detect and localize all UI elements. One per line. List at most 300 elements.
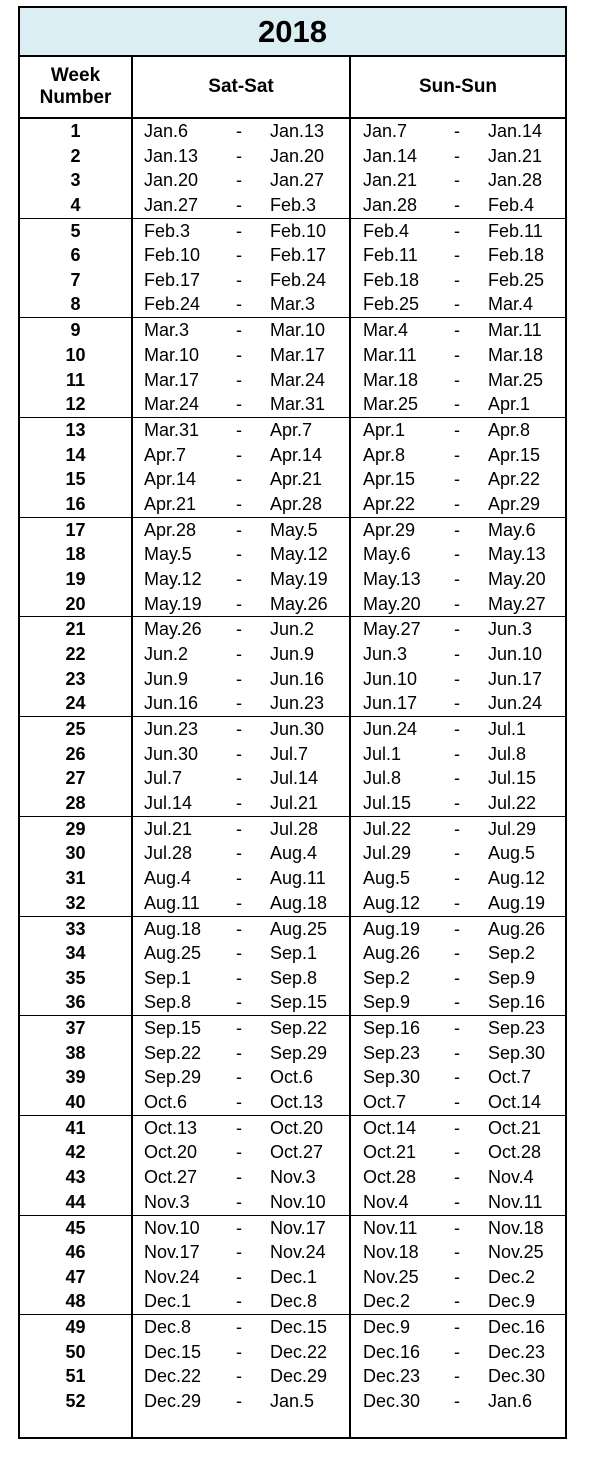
sun-start-cell: Nov.18	[363, 1242, 419, 1263]
table-row	[20, 717, 565, 742]
table-row	[20, 292, 565, 317]
month-group	[20, 817, 565, 917]
sat-range-dash: -	[236, 1341, 242, 1362]
week-number-cell: 27	[65, 768, 86, 789]
sun-start-cell: May.6	[363, 544, 411, 565]
sat-end-cell: Jan.5	[270, 1391, 315, 1412]
sat-range-dash: -	[236, 294, 242, 315]
week-number-header	[20, 57, 131, 117]
sun-start-cell: Mar.18	[363, 369, 419, 390]
sun-start-cell: Feb.11	[363, 245, 418, 266]
table-row	[20, 443, 565, 468]
sat-end-cell: Aug.18	[270, 892, 328, 913]
sat-end-cell: Sep.29	[270, 1042, 328, 1063]
sun-end-cell: Sep.30	[488, 1042, 546, 1063]
sat-range-dash: -	[236, 1067, 242, 1088]
sat-end-cell: Sep.15	[270, 992, 328, 1013]
sun-range-dash: -	[454, 344, 460, 365]
week-number-cell: 40	[65, 1091, 86, 1112]
sat-end-cell: Jun.9	[270, 644, 315, 665]
sat-end-cell: Apr.7	[270, 420, 313, 441]
sun-start-cell: Aug.19	[363, 918, 421, 939]
sat-end-cell: May.5	[270, 519, 318, 540]
sun-start-cell: Nov.11	[363, 1217, 418, 1238]
week-number-cell: 24	[65, 693, 86, 714]
sat-end-cell: Sep.8	[270, 967, 318, 988]
sun-end-cell: May.6	[488, 519, 536, 540]
sun-range-dash: -	[454, 1042, 460, 1063]
sun-start-cell: Apr.1	[363, 420, 406, 441]
sun-range-dash: -	[454, 320, 460, 341]
sun-range-dash: -	[454, 1018, 460, 1039]
month-group	[20, 518, 565, 618]
sat-start-cell: Aug.11	[144, 892, 200, 913]
sun-range-dash: -	[454, 394, 460, 415]
sat-range-dash: -	[236, 1317, 242, 1338]
sun-start-cell: Dec.30	[363, 1391, 421, 1412]
sun-end-cell: Jun.24	[488, 693, 543, 714]
week-number-cell: 1	[70, 121, 81, 141]
sat-range-dash: -	[236, 1391, 242, 1412]
header-row	[20, 57, 565, 119]
sat-end-cell: Jan.27	[270, 170, 325, 191]
sat-range-dash: -	[236, 145, 242, 166]
sun-end-cell: Feb.4	[488, 194, 535, 215]
sat-start-cell: May.19	[144, 593, 202, 614]
week-number-cell: 44	[65, 1191, 86, 1212]
sun-end-cell: Oct.28	[488, 1142, 542, 1163]
sat-end-cell: Dec.29	[270, 1366, 328, 1387]
sun-start-cell: Nov.4	[363, 1191, 409, 1212]
sat-start-cell: Nov.17	[144, 1242, 200, 1263]
sat-start-cell: Jan.13	[144, 145, 199, 166]
sun-start-cell: Jan.14	[363, 145, 418, 166]
sun-start-cell: Sep.30	[363, 1067, 421, 1088]
sat-range-dash: -	[236, 967, 242, 988]
sat-range-dash: -	[236, 121, 242, 141]
week-number-cell: 32	[65, 892, 86, 913]
sat-start-cell: Dec.15	[144, 1341, 202, 1362]
sun-end-cell: Jul.22	[488, 792, 537, 813]
sat-end-cell: Nov.24	[270, 1242, 326, 1263]
week-number-cell: 51	[65, 1366, 86, 1387]
sat-start-cell: Jun.23	[144, 719, 199, 740]
sat-start-cell: Feb.10	[144, 245, 201, 266]
sat-start-cell: Aug.4	[144, 868, 192, 888]
sat-range-dash: -	[236, 394, 242, 415]
sun-range-dash: -	[454, 170, 460, 191]
sat-range-dash: -	[236, 1018, 242, 1039]
week-number-cell: 10	[65, 344, 86, 365]
sat-range-dash: -	[236, 1291, 242, 1312]
table-row	[20, 1240, 565, 1265]
sat-end-cell: Mar.31	[270, 394, 326, 415]
table-body	[20, 119, 565, 1439]
sun-start-cell: Jul.29	[363, 843, 412, 864]
sun-start-cell: Oct.21	[363, 1142, 417, 1163]
week-number-cell: 16	[65, 493, 86, 514]
sat-end-cell: Nov.10	[270, 1191, 326, 1212]
sat-end-cell: Aug.25	[270, 918, 328, 939]
sat-range-dash: -	[236, 220, 242, 241]
sun-start-cell: Jan.21	[363, 170, 418, 191]
sun-start-cell: Apr.8	[363, 444, 406, 465]
sun-end-cell: Aug.26	[488, 918, 546, 939]
sun-start-cell: Aug.5	[363, 868, 411, 888]
sun-start-cell: Sep.9	[363, 992, 411, 1013]
table-row	[20, 119, 565, 144]
sat-start-cell: Jul.28	[144, 843, 193, 864]
sun-range-dash: -	[454, 294, 460, 315]
sun-range-dash: -	[454, 693, 460, 714]
sat-end-cell: Jul.7	[270, 743, 309, 764]
sat-end-cell: Jul.14	[270, 768, 319, 789]
sun-range-dash: -	[454, 444, 460, 465]
sat-end-cell: Aug.11	[270, 868, 326, 888]
sat-range-dash: -	[236, 1167, 242, 1188]
sun-range-dash: -	[454, 1067, 460, 1088]
sat-range-dash: -	[236, 194, 242, 215]
table-row	[20, 1140, 565, 1165]
sun-range-dash: -	[454, 1117, 460, 1138]
sun-start-cell: Jun.3	[363, 644, 408, 665]
week-number-cell: 3	[70, 170, 81, 191]
sun-range-dash: -	[454, 1191, 460, 1212]
table-row	[20, 318, 565, 343]
week-number-cell: 2	[70, 145, 81, 166]
sun-start-cell: Apr.22	[363, 493, 416, 514]
sun-end-cell: Oct.21	[488, 1117, 542, 1138]
sat-start-cell: Aug.25	[144, 943, 202, 964]
sat-range-dash: -	[236, 892, 242, 913]
sun-start-cell: May.20	[363, 593, 421, 614]
table-row	[20, 617, 565, 642]
sun-range-dash: -	[454, 1167, 460, 1188]
sat-range-dash: -	[236, 544, 242, 565]
sun-range-dash: -	[454, 668, 460, 689]
sat-range-dash: -	[236, 1142, 242, 1163]
sat-start-cell: Oct.13	[144, 1117, 198, 1138]
table-row	[20, 592, 565, 617]
sun-start-cell: Jul.8	[363, 768, 402, 789]
week-number-cell: 9	[70, 320, 81, 341]
week-number-cell: 11	[65, 369, 86, 390]
sun-start-cell: Dec.16	[363, 1341, 421, 1362]
sun-end-cell: Jan.6	[488, 1391, 533, 1412]
week-number-cell: 14	[65, 444, 86, 465]
sun-range-dash: -	[454, 992, 460, 1013]
sat-end-cell: Apr.21	[270, 469, 323, 490]
sat-end-cell: Oct.13	[270, 1091, 324, 1112]
sun-range-dash: -	[454, 1266, 460, 1287]
sun-end-cell: Sep.16	[488, 992, 546, 1013]
sun-range-dash: -	[454, 1291, 460, 1312]
sun-end-cell: Jan.21	[488, 145, 543, 166]
table-row	[20, 392, 565, 417]
sat-range-dash: -	[236, 943, 242, 964]
sun-end-cell: Sep.9	[488, 967, 536, 988]
table-row	[20, 418, 565, 443]
sun-end-cell: Apr.8	[488, 420, 531, 441]
table-row	[20, 791, 565, 816]
week-number-cell: 42	[65, 1142, 86, 1163]
week-number-cell: 6	[70, 245, 81, 266]
sun-end-cell: Apr.29	[488, 493, 541, 514]
week-number-cell: 36	[65, 992, 86, 1013]
sun-end-cell: Oct.14	[488, 1091, 542, 1112]
table-row	[20, 219, 565, 244]
sat-end-cell: Feb.24	[270, 269, 327, 290]
sun-start-cell: Dec.23	[363, 1366, 421, 1387]
sun-range-dash: -	[454, 1217, 460, 1238]
sat-end-cell: Aug.4	[270, 843, 318, 864]
table-row	[20, 1116, 565, 1141]
table-row	[20, 144, 565, 169]
table-title: 2018	[20, 8, 565, 57]
week-number-cell: 23	[65, 668, 86, 689]
sun-range-dash: -	[454, 1242, 460, 1263]
sun-end-cell: Aug.19	[488, 892, 546, 913]
sat-end-cell: May.12	[270, 544, 328, 565]
sun-range-dash: -	[454, 568, 460, 589]
sun-start-cell: Oct.28	[363, 1167, 417, 1188]
table-row	[20, 1065, 565, 1090]
sun-start-cell: Jun.24	[363, 719, 418, 740]
table-row	[20, 567, 565, 592]
sat-start-cell: Jun.30	[144, 743, 199, 764]
sun-end-cell: Apr.15	[488, 444, 541, 465]
week-number-cell: 48	[65, 1291, 86, 1312]
sun-range-dash: -	[454, 843, 460, 864]
sun-end-cell: Apr.22	[488, 469, 541, 490]
sat-end-cell: Jan.13	[270, 121, 325, 141]
table-row	[20, 642, 565, 667]
sun-start-cell: Feb.18	[363, 269, 420, 290]
sun-start-cell: Jul.1	[363, 743, 402, 764]
table-row	[20, 193, 565, 218]
month-group	[20, 917, 565, 1017]
table-row	[20, 941, 565, 966]
week-number-cell: 30	[65, 843, 86, 864]
sun-end-cell: Jul.1	[488, 719, 527, 740]
sun-start-cell: Dec.2	[363, 1291, 411, 1312]
sat-start-cell: Jul.21	[144, 818, 193, 839]
sat-start-cell: Mar.31	[144, 420, 200, 441]
sat-start-cell: Nov.10	[144, 1217, 200, 1238]
table-row	[20, 1165, 565, 1190]
table-row	[20, 966, 565, 991]
sat-start-cell: May.26	[144, 619, 202, 640]
sun-range-dash: -	[454, 1366, 460, 1387]
sat-start-cell: Sep.29	[144, 1067, 202, 1088]
week-number-cell: 38	[65, 1042, 86, 1063]
sun-range-dash: -	[454, 892, 460, 913]
sun-end-cell: May.13	[488, 544, 546, 565]
week-number-cell: 50	[65, 1341, 86, 1362]
sat-range-dash: -	[236, 619, 242, 640]
table-row	[20, 542, 565, 567]
table-row	[20, 766, 565, 791]
sun-range-dash: -	[454, 967, 460, 988]
month-group	[20, 617, 565, 717]
sat-range-dash: -	[236, 1042, 242, 1063]
sat-range-dash: -	[236, 170, 242, 191]
table-row	[20, 492, 565, 517]
table-row	[20, 1041, 565, 1066]
sat-range-dash: -	[236, 320, 242, 341]
table-row	[20, 817, 565, 842]
sun-end-cell: Dec.23	[488, 1341, 546, 1362]
sun-range-dash: -	[454, 245, 460, 266]
week-number-cell: 26	[65, 743, 86, 764]
sat-range-dash: -	[236, 469, 242, 490]
sat-start-cell: Nov.3	[144, 1191, 190, 1212]
sat-start-cell: Apr.7	[144, 444, 187, 465]
sat-end-cell: Mar.10	[270, 320, 326, 341]
sun-start-cell: Jun.17	[363, 693, 418, 714]
sat-end-cell: Jun.30	[270, 719, 325, 740]
sat-start-cell: Sep.22	[144, 1042, 202, 1063]
sat-end-cell: Dec.8	[270, 1291, 318, 1312]
sat-range-dash: -	[236, 519, 242, 540]
sat-end-cell: Feb.10	[270, 220, 327, 241]
sat-end-cell: Dec.22	[270, 1341, 328, 1362]
week-number-cell: 33	[65, 918, 86, 939]
sun-start-cell: Apr.29	[363, 519, 416, 540]
table-row	[20, 667, 565, 692]
sat-start-cell: Apr.28	[144, 519, 197, 540]
sat-start-cell: Dec.22	[144, 1366, 202, 1387]
sun-range-dash: -	[454, 619, 460, 640]
sat-start-cell: Sep.15	[144, 1018, 202, 1039]
sun-range-dash: -	[454, 420, 460, 441]
sat-range-dash: -	[236, 568, 242, 589]
sat-range-dash: -	[236, 918, 242, 939]
sun-range-dash: -	[454, 743, 460, 764]
sun-start-cell: Nov.25	[363, 1266, 419, 1287]
month-group	[20, 219, 565, 319]
sun-range-dash: -	[454, 1091, 460, 1112]
sun-end-cell: Nov.4	[488, 1167, 534, 1188]
week-number-cell: 45	[65, 1217, 86, 1238]
month-group	[20, 1016, 565, 1116]
table-row	[20, 368, 565, 393]
table-row	[20, 1389, 565, 1414]
week-table	[18, 6, 567, 1439]
sun-start-cell: Mar.11	[363, 344, 417, 365]
sat-range-dash: -	[236, 1191, 242, 1212]
sat-range-dash: -	[236, 868, 242, 888]
week-number-cell: 52	[65, 1391, 86, 1412]
sat-end-cell: Jun.16	[270, 668, 325, 689]
sun-sun-header: Sun-Sun	[418, 76, 498, 97]
sun-end-cell: Dec.9	[488, 1291, 536, 1312]
table-row	[20, 1016, 565, 1041]
sun-end-cell: Jul.29	[488, 818, 537, 839]
week-number-cell: 35	[65, 967, 86, 988]
sun-range-dash: -	[454, 493, 460, 514]
sun-start-cell: Jul.22	[363, 818, 412, 839]
sun-end-cell: Mar.11	[488, 320, 542, 341]
sat-start-cell: Mar.17	[144, 369, 200, 390]
sun-end-cell: Feb.18	[488, 245, 545, 266]
sat-range-dash: -	[236, 843, 242, 864]
week-number-cell: 29	[65, 818, 86, 839]
sun-end-cell: Mar.4	[488, 294, 534, 315]
sat-range-dash: -	[236, 992, 242, 1013]
sun-end-cell: Jun.10	[488, 644, 543, 665]
sat-start-cell: Sep.8	[144, 992, 192, 1013]
sat-end-cell: May.26	[270, 593, 328, 614]
sun-end-cell: Nov.18	[488, 1217, 544, 1238]
sat-end-cell: Mar.17	[270, 344, 326, 365]
sun-range-dash: -	[454, 719, 460, 740]
sun-end-cell: Dec.16	[488, 1317, 546, 1338]
month-group	[20, 1315, 565, 1439]
week-number-cell: 34	[65, 943, 86, 964]
sat-start-cell: Jan.6	[144, 121, 189, 141]
table-row	[20, 841, 565, 866]
sat-range-dash: -	[236, 420, 242, 441]
sat-end-cell: Jun.2	[270, 619, 315, 640]
table-row	[20, 168, 565, 193]
sat-range-dash: -	[236, 444, 242, 465]
week-number-cell: 37	[65, 1018, 86, 1039]
week-number-cell: 47	[65, 1266, 86, 1287]
sat-start-cell: May.12	[144, 568, 202, 589]
month-group	[20, 717, 565, 817]
sun-range-dash: -	[454, 1142, 460, 1163]
week-number-cell: 4	[70, 194, 81, 215]
sun-end-cell: Mar.18	[488, 344, 544, 365]
sat-end-cell: Nov.3	[270, 1167, 316, 1188]
table-row	[20, 518, 565, 543]
sun-range-dash: -	[454, 918, 460, 939]
sat-start-cell: Mar.24	[144, 394, 200, 415]
week-number-cell: 49	[65, 1317, 86, 1338]
sat-range-dash: -	[236, 1366, 242, 1387]
sat-start-cell: Dec.1	[144, 1291, 192, 1312]
sat-range-dash: -	[236, 768, 242, 789]
table-row	[20, 243, 565, 268]
sat-start-cell: May.5	[144, 544, 192, 565]
week-number-cell: 12	[65, 394, 86, 415]
sat-range-dash: -	[236, 644, 242, 665]
week-header-line1: Week	[50, 65, 101, 86]
sun-end-cell: Mar.25	[488, 369, 544, 390]
sat-range-dash: -	[236, 668, 242, 689]
week-number-cell: 22	[65, 644, 86, 665]
sat-range-dash: -	[236, 344, 242, 365]
sat-start-cell: Nov.24	[144, 1266, 200, 1287]
sat-end-cell: Oct.27	[270, 1142, 324, 1163]
sun-start-cell: Feb.4	[363, 220, 410, 241]
sat-range-dash: -	[236, 719, 242, 740]
sun-start-cell: Jan.7	[363, 121, 408, 141]
sun-end-cell: Jun.3	[488, 619, 533, 640]
sat-start-cell: Jul.14	[144, 792, 193, 813]
sun-range-dash: -	[454, 792, 460, 813]
table-row	[20, 1315, 565, 1340]
sun-end-cell: Nov.11	[488, 1191, 543, 1212]
week-number-cell: 15	[65, 469, 86, 490]
sun-start-cell: Oct.7	[363, 1091, 407, 1112]
sat-start-cell: Mar.10	[144, 344, 200, 365]
sat-end-cell: Sep.1	[270, 943, 318, 964]
sat-range-dash: -	[236, 792, 242, 813]
table-row	[20, 343, 565, 368]
sun-end-cell: Jul.15	[488, 768, 537, 789]
